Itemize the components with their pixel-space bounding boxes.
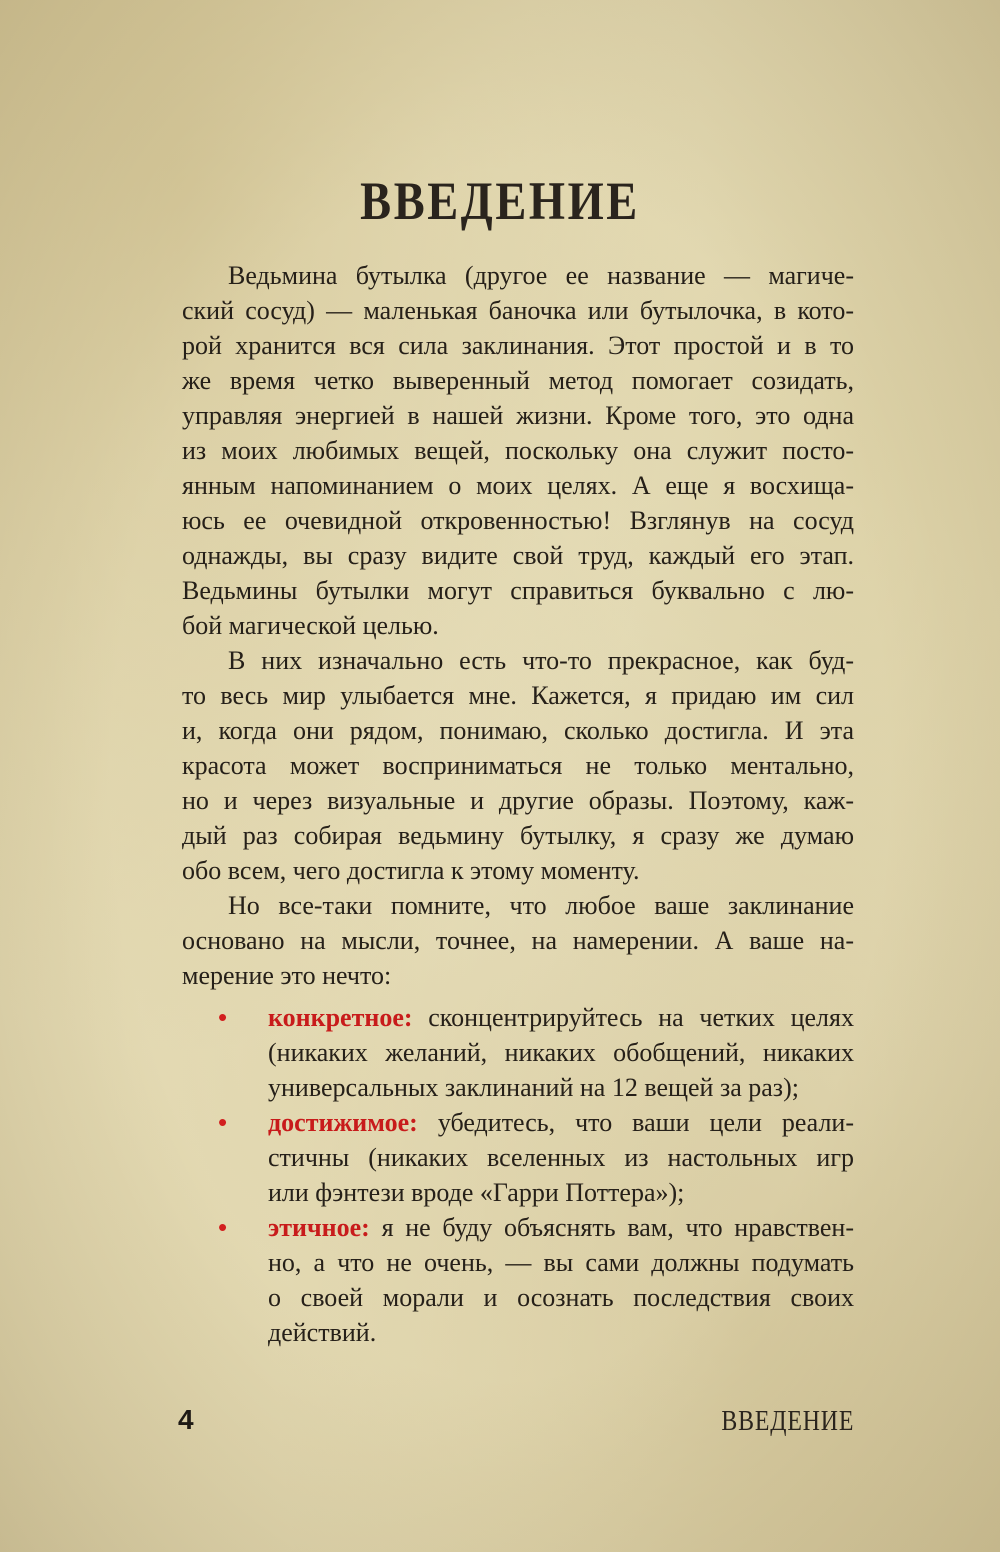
- page-number: 4: [178, 1404, 194, 1435]
- text-line: ский сосуд) — маленькая баночка или бутылочка, в кото-: [182, 296, 854, 325]
- text-line: универсальных заклинаний на 12 вещей за раз);: [268, 1073, 799, 1102]
- running-title: ВВЕДЕНИЕ: [721, 1406, 854, 1437]
- text-line: но, а что не очень, — вы сами должны подумать: [268, 1248, 854, 1277]
- text-line: (никаких желаний, никаких обобщений, никаких: [268, 1038, 854, 1067]
- text-line: В них изначально есть что-то прекрасное, как буд-: [228, 646, 854, 675]
- text-line: обо всем, чего достигла к этому моменту.: [182, 856, 640, 885]
- text-line: же время четко выверенный метод помогает созидать,: [182, 366, 854, 395]
- list-term: конкретное:: [268, 1003, 413, 1032]
- list-term: этичное:: [268, 1213, 370, 1242]
- text-line: управляя энергией в нашей жизни. Кроме того, это одна: [182, 401, 854, 430]
- text-line: из моих любимых вещей, поскольку она служит посто-: [182, 436, 854, 465]
- list-text: сконцентрируйтесь на четких целях: [428, 1003, 854, 1032]
- text-line: Ведьмины бутылки могут справиться буквально с лю-: [182, 576, 854, 605]
- text-line: [268, 1000, 854, 1035]
- bullet-icon: •: [218, 1107, 228, 1137]
- text-line: красота может восприниматься не только ментально,: [182, 751, 854, 780]
- text-line: [268, 1105, 854, 1140]
- list-item: [182, 1210, 854, 1350]
- text-line: Ведьмина бутылка (другое ее название — магиче-: [228, 261, 854, 290]
- page-title: ВВЕДЕНИЕ: [360, 171, 640, 232]
- text-line: или фэнтези вроде «Гарри Поттера»);: [268, 1178, 685, 1207]
- text-line: однажды, вы сразу видите свой труд, каждый его этап.: [182, 541, 854, 570]
- text-line: дый раз собирая ведьмину бутылку, я сразу же думаю: [182, 821, 854, 850]
- text-line: но и через визуальные и другие образы. Поэтому, каж-: [182, 786, 854, 815]
- bullet-icon: •: [218, 1212, 228, 1242]
- text-line: о своей морали и осознать последствия своих: [268, 1283, 854, 1312]
- text-line: Но все-таки помните, что любое ваше заклинание: [228, 891, 854, 920]
- list-item: [182, 1000, 854, 1105]
- text-line: бой магической целью.: [182, 611, 439, 640]
- intention-list: [182, 1000, 854, 1350]
- text-line: то весь мир улыбается мне. Кажется, я придаю им сил: [182, 681, 854, 710]
- text-line: основано на мысли, точнее, на намерении. А ваше на-: [182, 926, 854, 955]
- bullet-icon: •: [218, 1002, 228, 1032]
- text-line: рой хранится вся сила заклинания. Этот простой и в то: [182, 331, 854, 360]
- list-text: убедитесь, что ваши цели реали-: [437, 1108, 854, 1137]
- text-line: янным напоминанием о моих целях. А еще я восхища-: [182, 471, 854, 500]
- list-text: я не буду объяснять вам, что нравствен-: [381, 1213, 855, 1242]
- list-item: [182, 1105, 854, 1210]
- text-line: стичны (никаких вселенных из настольных игр: [268, 1143, 854, 1172]
- text-line: [268, 1210, 854, 1245]
- list-term: достижимое:: [268, 1108, 418, 1137]
- text-line: и, когда они рядом, понимаю, сколько достигла. И эта: [182, 716, 854, 745]
- text-line: действий.: [268, 1318, 377, 1347]
- text-line: юсь ее очевидной откровенностью! Взглянув на сосуд: [182, 506, 854, 535]
- body-text: [182, 258, 854, 993]
- text-line: мерение это нечто:: [182, 961, 392, 990]
